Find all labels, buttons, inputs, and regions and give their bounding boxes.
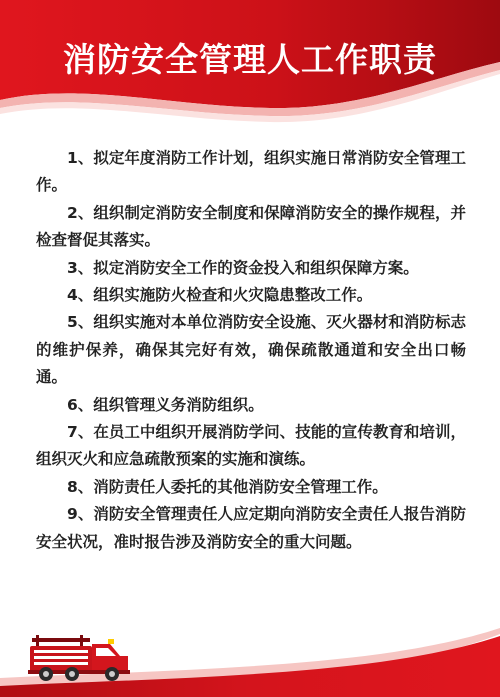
duty-item: 4、组织实施防火检查和火灾隐患整改工作。 [67,286,373,305]
fire-truck-icon [28,630,132,682]
duty-item: 5、组织实施对本单位消防安全设施、灭火器材和消防标志的维护保养，确保其完好有效，确保疏散通道和安全出口畅通。 [36,313,466,387]
duty-item: 1、拟定年度消防工作计划，组织实施日常消防安全管理工作。 [36,149,466,195]
duty-item: 8、消防责任人委托的其他消防安全管理工作。 [67,477,388,496]
duty-item: 2、组织制定消防安全制度和保障消防安全的操作规程，并检查督促其落实。 [36,203,466,250]
duty-item: 3、拟定消防安全工作的资金投入和组织保障方案。 [67,258,419,277]
duty-item: 9、消防安全管理责任人应定期向消防安全责任人报告消防安全状况，准时报告涉及消防安全的重大问题。 [36,505,466,551]
duty-item: 6、组织管理义务消防组织。 [67,395,264,414]
duty-list [36,145,466,556]
page-title: 消防安全管理人工作职责 [63,40,437,79]
duty-item: 7、在员工中组织开展消防学问、技能的宣传教育和培训，组织灭火和应急疏散预案的实施和演练。 [36,423,466,469]
